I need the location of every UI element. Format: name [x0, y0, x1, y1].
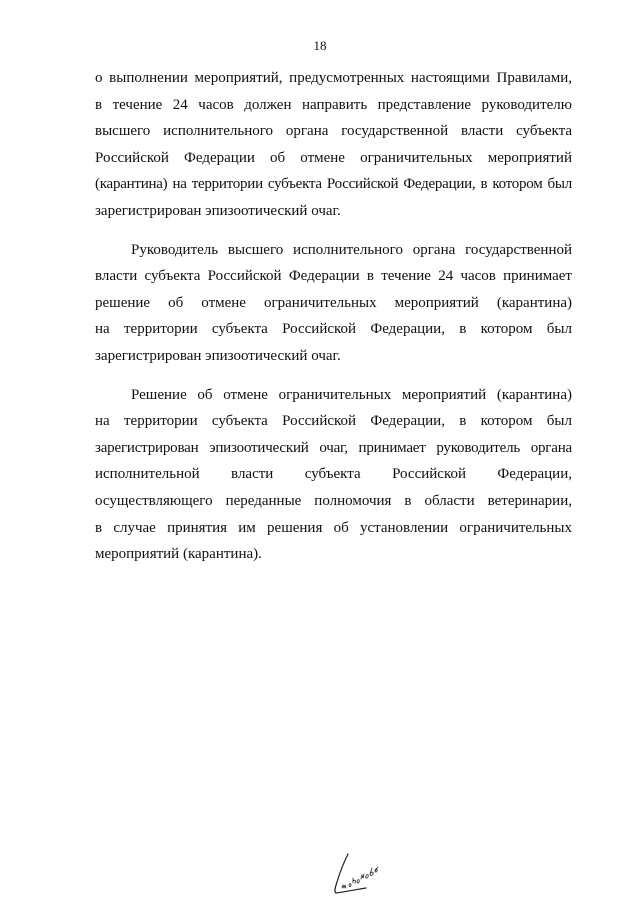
- text-line: зарегистрирован эпизоотический очаг.: [95, 347, 341, 364]
- paragraph-3: [95, 382, 572, 568]
- text-line: в случае принятия им решения об установлении ограничительных: [95, 519, 572, 536]
- text-line: осуществляющего переданные полномочия в области ветеринарии,: [95, 492, 572, 509]
- text-line: Российской Федерации об отмене ограничительных мероприятий: [95, 149, 572, 166]
- page-number: 18: [313, 38, 327, 53]
- signature-mark: [326, 852, 396, 896]
- document-body: [95, 65, 572, 568]
- text-line: на территории субъекта Российской Федерации, в котором был: [95, 413, 572, 430]
- text-line: зарегистрирован эпизоотический очаг.: [95, 202, 341, 219]
- text-line: зарегистрирован эпизоотический очаг, принимает руководитель органа: [95, 439, 572, 456]
- text-line: Решение об отмене ограничительных мероприятий (карантина): [131, 386, 572, 403]
- text-line: (карантина) на территории субъекта Российской Федерации, в котором был: [95, 176, 572, 193]
- text-line: в течение 24 часов должен направить представление руководителю: [95, 96, 572, 113]
- text-line: власти субъекта Российской Федерации в течение 24 часов принимает: [95, 268, 572, 285]
- text-line: решение об отмене ограничительных мероприятий (карантина): [95, 294, 572, 311]
- paragraph-1: [95, 65, 572, 225]
- text-line: о выполнении мероприятий, предусмотренных настоящими Правилами,: [95, 70, 572, 86]
- paragraph-2: [95, 237, 572, 370]
- text-line: мероприятий (карантина).: [95, 546, 262, 563]
- text-line: на территории субъекта Российской Федерации, в котором был: [95, 321, 572, 338]
- text-line: исполнительной власти субъекта Российской Федерации,: [95, 466, 572, 483]
- text-line: высшего исполнительного органа государственной власти субъекта: [95, 123, 572, 140]
- text-line: Руководитель высшего исполнительного органа государственной: [131, 241, 572, 258]
